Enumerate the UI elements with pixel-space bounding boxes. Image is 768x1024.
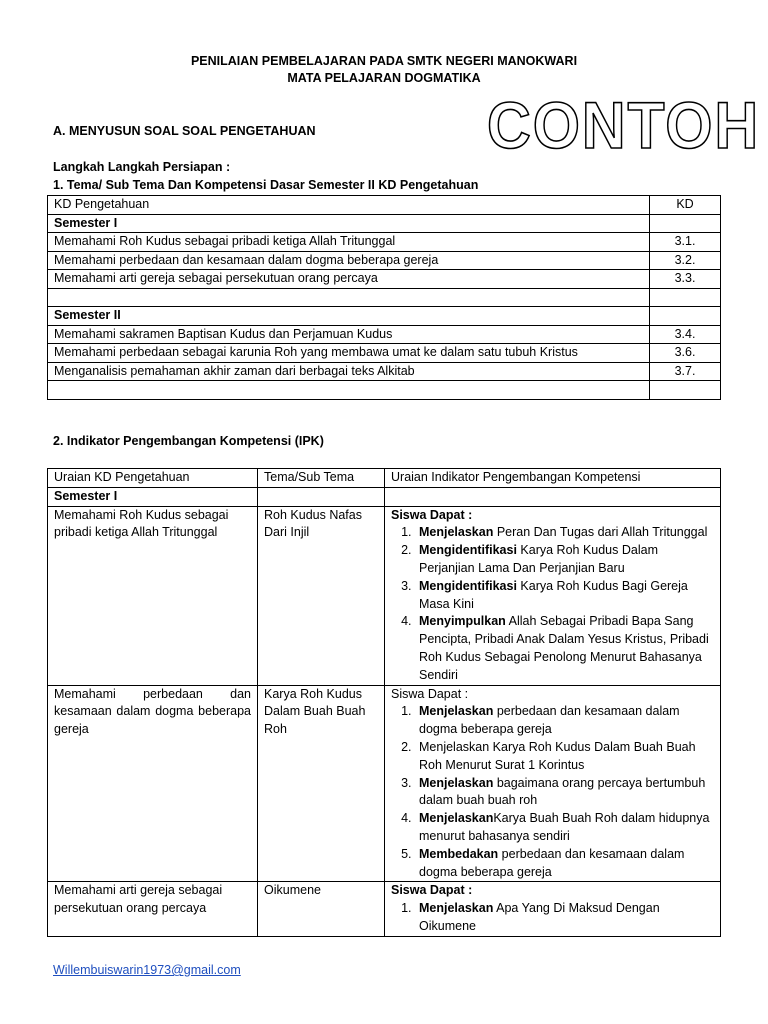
table-row [48, 270, 721, 289]
ipk-semester-row [48, 487, 721, 506]
ipk-indicator-cell [385, 506, 721, 685]
item-1-heading: 1. Tema/ Sub Tema Dan Kompetensi Dasar Semester II KD Pengetahuan [53, 178, 479, 192]
kd-header-row [48, 196, 721, 215]
kd-table [47, 195, 721, 400]
doc-subtitle: MATA PELAJARAN DOGMATIKA [287, 71, 481, 85]
langkah-heading: Langkah Langkah Persiapan : [53, 160, 231, 174]
table-row [48, 251, 721, 270]
ipk-table [47, 468, 721, 937]
kd-code: 3.4. [650, 325, 721, 344]
list-item: 4. MenjelaskanKarya Buah Buah Roh dalam hidupnya menurut bahasanya sendiri [415, 810, 714, 846]
contoh-stamp: CONTOH [487, 88, 761, 162]
kd-header-kd: KD [650, 196, 721, 215]
kd-semester-row [48, 307, 721, 326]
table-row [48, 685, 721, 882]
ipk-tema-cell: Roh Kudus Nafas Dari Injil [258, 506, 385, 685]
ipk-semester-1: Semester I [48, 487, 258, 506]
ipk-kd-cell: Memahami Roh Kudus sebagai pribadi ketiga Allah Tritunggal [48, 506, 258, 685]
ipk-indicator-cell [385, 882, 721, 936]
table-row [48, 233, 721, 252]
indicator-list [391, 524, 714, 684]
ipk-kd-cell: Memahami perbedaan dan kesamaan dalam dogma beberapa gereja [48, 685, 258, 882]
empty-row [48, 381, 721, 400]
kd-text: Memahami perbedaan dan kesamaan dalam dogma beberapa gereja [48, 251, 650, 270]
list-item: 1. Menjelaskan perbedaan dan kesamaan dalam dogma beberapa gereja [415, 703, 714, 739]
table-row [48, 506, 721, 685]
kd-semester-1: Semester I [48, 214, 650, 233]
list-item: 1. Menjelaskan Peran Dan Tugas dari Allah Tritunggal [415, 524, 714, 542]
list-item: 3. Menjelaskan bagaimana orang percaya bertumbuh dalam buah buah roh [415, 775, 714, 811]
ipk-header-uraian-kd: Uraian KD Pengetahuan [48, 469, 258, 488]
ipk-header-row [48, 469, 721, 488]
doc-title: PENILAIAN PEMBELAJARAN PADA SMTK NEGERI MANOKWARI [190, 54, 578, 68]
kd-semester-2: Semester II [48, 307, 650, 326]
kd-text: Memahami arti gereja sebagai persekutuan orang percaya [48, 270, 650, 289]
kd-code: 3.3. [650, 270, 721, 289]
indicator-lead: Siswa Dapat : [391, 883, 473, 898]
list-item: 2. Menjelaskan Karya Roh Kudus Dalam Buah Buah Roh Menurut Surat 1 Korintus [415, 739, 714, 775]
kd-text: Memahami sakramen Baptisan Kudus dan Perjamuan Kudus [48, 325, 650, 344]
ipk-tema-cell: Oikumene [258, 882, 385, 936]
list-item: 5. Membedakan perbedaan dan kesamaan dalam dogma beberapa gereja [415, 846, 714, 882]
kd-text: Menganalisis pemahaman akhir zaman dari berbagai teks Alkitab [48, 362, 650, 381]
list-item: 2. Mengidentifikasi Karya Roh Kudus Dalam Perjanjian Lama Dan Perjanjian Baru [415, 542, 714, 578]
kd-code: 3.7. [650, 362, 721, 381]
list-item: 3. Mengidentifikasi Karya Roh Kudus Bagi Gereja Masa Kini [415, 578, 714, 614]
kd-header-pengetahuan: KD Pengetahuan [48, 196, 650, 215]
section-a-heading: A. MENYUSUN SOAL SOAL PENGETAHUAN [53, 124, 316, 138]
ipk-indicator-cell [385, 685, 721, 882]
list-item: 4. Menyimpulkan Allah Sebagai Pribadi Bapa Sang Pencipta, Pribadi Anak Dalam Yesus Kristus, Pribadi Roh Kudus Sebagai Penolong Menurut Bahasanya Sendiri [415, 613, 714, 684]
indicator-lead: Siswa Dapat : [391, 686, 469, 701]
table-row [48, 344, 721, 363]
kd-text: Memahami perbedaan sebagai karunia Roh yang membawa umat ke dalam satu tubuh Kristus [48, 344, 650, 363]
indicator-list [391, 900, 714, 936]
kd-code: 3.6. [650, 344, 721, 363]
ipk-tema-cell: Karya Roh Kudus Dalam Buah Buah Roh [258, 685, 385, 882]
empty-row [48, 288, 721, 307]
table-row [48, 362, 721, 381]
table-row [48, 325, 721, 344]
email-link[interactable]: Willembuiswarin1973@gmail.com [53, 963, 241, 977]
list-item: 1. Menjelaskan Apa Yang Di Maksud Dengan Oikumene [415, 900, 714, 936]
kd-code: 3.1. [650, 233, 721, 252]
indicator-list [391, 703, 714, 881]
kd-semester-row [48, 214, 721, 233]
indicator-lead: Siswa Dapat : [391, 507, 473, 522]
kd-code: 3.2. [650, 251, 721, 270]
ipk-header-uraian-ipk: Uraian Indikator Pengembangan Kompetensi [385, 469, 721, 488]
ipk-header-tema: Tema/Sub Tema [258, 469, 385, 488]
table-row [48, 882, 721, 936]
ipk-kd-cell: Memahami arti gereja sebagai persekutuan orang percaya [48, 882, 258, 936]
item-2-heading: 2. Indikator Pengembangan Kompetensi (IPK) [53, 434, 324, 448]
kd-text: Memahami Roh Kudus sebagai pribadi ketiga Allah Tritunggal [48, 233, 650, 252]
